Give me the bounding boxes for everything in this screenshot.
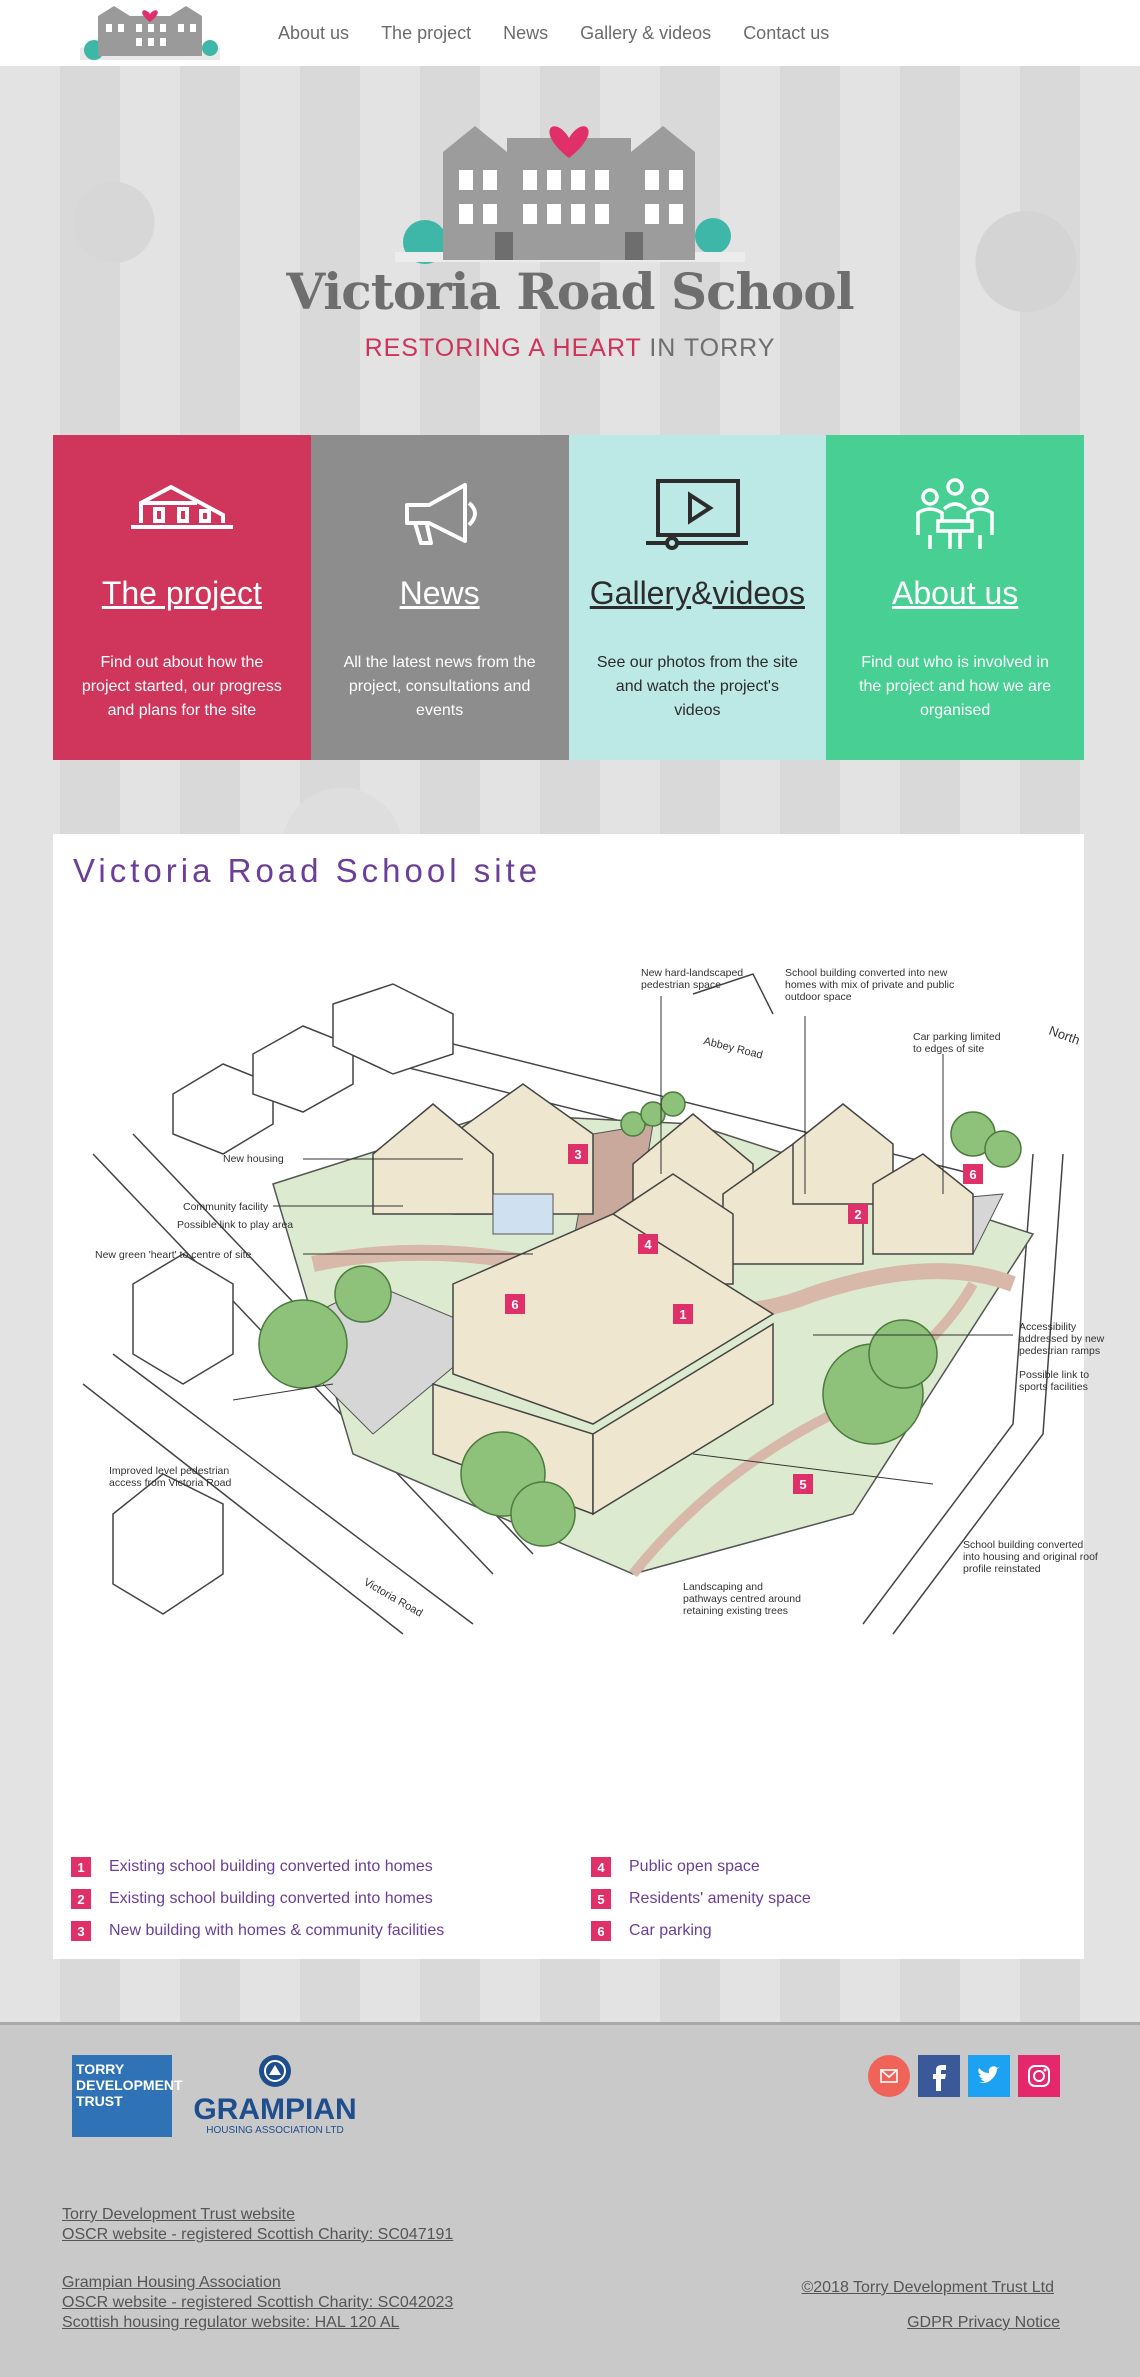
grampian-housing-logo[interactable] — [180, 2053, 370, 2143]
torry-development-trust-logo[interactable]: TORRY DEVELOPMENT TRUST — [72, 2055, 172, 2137]
legend-right — [591, 1851, 811, 1947]
legend-number: 5 — [591, 1889, 611, 1909]
tile-title[interactable]: News — [399, 575, 480, 611]
label-school-conv3: profile reinstated — [963, 1563, 1041, 1575]
tile-desc: See our photos from the site and watch the project's videos — [596, 654, 798, 719]
legend-text: Existing school building converted into homes — [109, 1890, 433, 1907]
label-improved1: Improved level pedestrian — [109, 1465, 230, 1477]
svg-text:2: 2 — [854, 1207, 862, 1222]
legend-left — [71, 1851, 444, 1947]
top-navbar — [0, 0, 1140, 66]
tile-desc: Find out who is involved in the project and how we are organised — [859, 654, 1052, 719]
label-play-area: Possible link to play area — [177, 1219, 294, 1231]
label-hard-landscaped: New hard-landscaped — [641, 967, 744, 979]
link-grampian[interactable]: Grampian Housing Association — [62, 2274, 281, 2291]
label-new-housing: New housing — [223, 1153, 284, 1165]
legend-text: Public open space — [629, 1858, 760, 1875]
label-accessibility2: addressed by new — [1019, 1333, 1105, 1345]
label-car-limited2: to edges of site — [913, 1043, 985, 1055]
label-converted1: School building converted into new — [785, 967, 948, 979]
label-hard-landscaped2: pedestrian space — [641, 979, 721, 991]
tile-news[interactable] — [311, 435, 569, 760]
label-abbey-road: Abbey Road — [702, 1035, 764, 1062]
tile-desc: All the latest news from the project, consultations and events — [343, 654, 536, 719]
amp: & — [691, 575, 713, 611]
link-oscr-sc047191[interactable]: OSCR website - registered Scottish Charity: SC047191 — [62, 2226, 454, 2243]
label-car-limited1: Car parking limited — [913, 1031, 1001, 1043]
nav-contact-us[interactable]: Contact us — [743, 22, 830, 43]
brand-title: Victoria Road School — [286, 262, 854, 321]
label-victoria-road: Victoria Road — [361, 1576, 425, 1620]
social-icons — [868, 2055, 1060, 2097]
label-sports1: Possible link to — [1019, 1369, 1090, 1381]
site-plan-illustration — [73, 954, 1105, 1634]
feature-tiles — [53, 435, 1084, 760]
legend-number: 4 — [591, 1857, 611, 1877]
label-landscaping1: Landscaping and — [683, 1581, 763, 1593]
gallery-link[interactable]: Gallery — [589, 575, 692, 611]
videos-link[interactable]: videos — [712, 575, 805, 611]
label-accessibility3: pedestrian ramps — [1019, 1345, 1101, 1357]
label-sports2: sports facilities — [1019, 1381, 1088, 1393]
house-outline-icon — [127, 475, 237, 555]
tagline-grey: IN TORRY — [641, 334, 776, 362]
site-card — [53, 834, 1105, 1959]
tile-title[interactable]: About us — [891, 575, 1019, 611]
instagram-icon[interactable] — [1018, 2055, 1060, 2097]
nav-news[interactable]: News — [503, 22, 549, 43]
tile-title[interactable] — [569, 575, 827, 612]
twitter-icon[interactable] — [968, 2055, 1010, 2097]
legend-text: Car parking — [629, 1922, 712, 1939]
nav-about-us[interactable]: About us — [278, 22, 350, 43]
school-logo-illustration — [395, 112, 745, 262]
grampian-sub: HOUSING ASSOCIATION LTD — [206, 2125, 344, 2136]
label-north: North — [1046, 1022, 1082, 1048]
gdpr-link[interactable]: GDPR Privacy Notice — [907, 2314, 1060, 2331]
svg-text:1: 1 — [679, 1307, 687, 1322]
label-school-conv1: School building converted — [963, 1539, 1084, 1551]
tile-gallery-videos[interactable] — [569, 435, 827, 760]
svg-text:6: 6 — [969, 1167, 977, 1182]
legend-number: 1 — [71, 1857, 91, 1877]
link-tdt-website[interactable]: Torry Development Trust website — [62, 2206, 295, 2223]
nav-links — [262, 0, 845, 66]
footer — [0, 2022, 1140, 2377]
legend-item — [71, 1883, 444, 1915]
video-player-icon — [642, 475, 752, 555]
nav-gallery-videos[interactable]: Gallery & videos — [580, 22, 712, 43]
label-accessibility1: Accessibility — [1019, 1321, 1077, 1333]
grampian-name: GRAMPIAN — [193, 2093, 357, 2126]
nav-logo[interactable] — [78, 4, 222, 60]
link-oscr-sc042023[interactable]: OSCR website - registered Scottish Charity: SC042023 — [62, 2294, 454, 2311]
label-landscaping2: pathways centred around — [683, 1593, 801, 1605]
legend-number: 3 — [71, 1921, 91, 1941]
legend-item — [591, 1915, 811, 1947]
svg-text:6: 6 — [511, 1297, 519, 1312]
brand-tagline — [0, 334, 1140, 363]
legend-number: 6 — [591, 1921, 611, 1941]
tile-desc: Find out about how the project started, our progress and plans for the site — [81, 654, 282, 719]
label-landscaping3: retaining existing trees — [683, 1605, 789, 1617]
nav-the-project[interactable]: The project — [381, 22, 472, 43]
tile-about-us[interactable] — [826, 435, 1084, 760]
legend-text: Existing school building converted into homes — [109, 1858, 433, 1875]
legend-item — [591, 1883, 811, 1915]
footer-links-tdt — [62, 2205, 453, 2245]
label-converted3: outdoor space — [785, 991, 852, 1003]
email-icon[interactable] — [868, 2055, 910, 2097]
legend-text: New building with homes & community facilities — [109, 1922, 445, 1939]
legend-item — [71, 1851, 444, 1883]
copyright-link[interactable]: ©2018 Torry Development Trust Ltd — [801, 2279, 1054, 2296]
legend-number: 2 — [71, 1889, 91, 1909]
label-converted2: homes with mix of private and public — [785, 979, 955, 991]
facebook-icon[interactable] — [918, 2055, 960, 2097]
tile-title[interactable]: The project — [101, 575, 262, 611]
svg-text:3: 3 — [574, 1147, 582, 1162]
people-meeting-icon — [900, 475, 1010, 555]
label-improved2: access from Victoria Road — [109, 1477, 232, 1489]
legend-text: Residents' amenity space — [629, 1890, 811, 1907]
tile-the-project[interactable] — [53, 435, 311, 760]
svg-text:4: 4 — [644, 1237, 652, 1252]
link-housing-regulator[interactable]: Scottish housing regulator website: HAL 120 AL — [62, 2314, 400, 2331]
tagline-pink: RESTORING A HEART — [364, 334, 642, 362]
legend-item — [591, 1851, 811, 1883]
footer-links-grampian — [62, 2273, 453, 2333]
label-school-conv2: into housing and original roof — [963, 1551, 1098, 1563]
legend-item — [71, 1915, 444, 1947]
svg-text:5: 5 — [799, 1477, 807, 1492]
label-community: Community facility — [183, 1201, 269, 1213]
megaphone-icon — [385, 475, 495, 555]
site-title: Victoria Road School site — [73, 852, 542, 889]
label-green-heart: New green 'heart' to centre of site — [95, 1249, 252, 1261]
